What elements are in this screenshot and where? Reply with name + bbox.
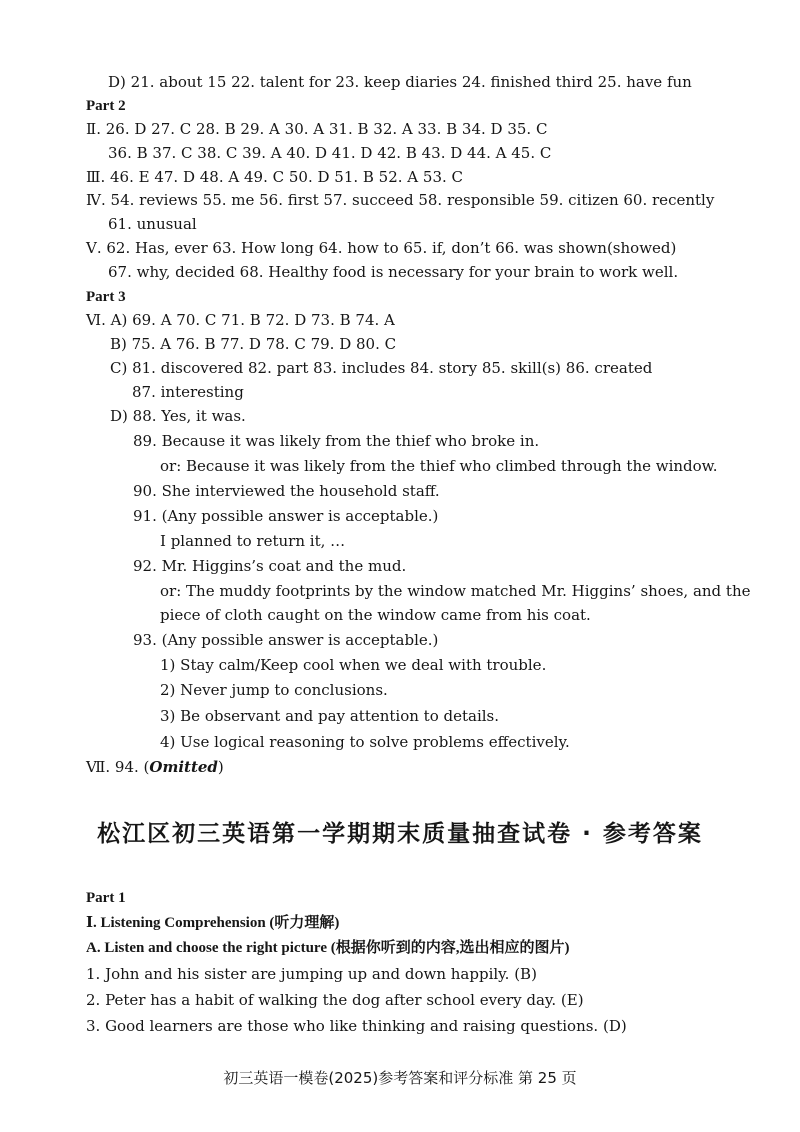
part2-heading: Part 2 xyxy=(86,98,126,114)
page-title: 松江区初三英语第一学期期末质量抽查试卷 · 参考答案 xyxy=(97,821,703,847)
section-ii-line2: 36. B 37. C 38. C 39. A 40. D 41. D 42. B 43. D 44. A 45. C xyxy=(108,144,552,162)
section-vi-c2: 87. interesting xyxy=(132,383,244,401)
answer-91b: I planned to return it, … xyxy=(160,532,346,550)
answer-93-4: 4) Use logical reasoning to solve problems effectively. xyxy=(160,733,570,751)
part1-d-answers: D) 21. about 15 22. talent for 23. keep diaries 24. finished third 25. have fun xyxy=(108,73,692,91)
answer-93-2: 2) Never jump to conclusions. xyxy=(160,681,388,699)
section-vii-suffix: ) xyxy=(217,758,224,776)
listening-item-2: 2. Peter has a habit of walking the dog after school every day. (E) xyxy=(86,991,584,1009)
section-iv-line2: 61. unusual xyxy=(108,215,197,233)
section-vi-b: B) 75. A 76. B 77. D 78. C 79. D 80. C xyxy=(110,335,397,353)
page-footer: 初三英语一模卷(2025)参考答案和评分标准 第 25 页 xyxy=(223,1069,577,1087)
section-v-line2: 67. why, decided 68. Healthy food is necessary for your brain to work well. xyxy=(108,263,679,281)
section-vii-line xyxy=(86,757,224,777)
answer-92a: 92. Mr. Higgins’s coat and the mud. xyxy=(133,557,407,575)
listening-comprehension-heading: Ⅰ. Listening Comprehension (听力理解) xyxy=(86,915,340,931)
section-iv-line1: Ⅳ. 54. reviews 55. me 56. first 57. succeed 58. responsible 59. citizen 60. recently xyxy=(86,191,715,209)
part3-heading: Part 3 xyxy=(86,289,126,305)
answer-89a: 89. Because it was likely from the thief who broke in. xyxy=(133,432,540,450)
section-a-heading: A. Listen and choose the right picture (根据你听到的内容,选出相应的图片) xyxy=(86,940,570,956)
answer-91a: 91. (Any possible answer is acceptable.) xyxy=(133,507,439,525)
answer-93-1: 1) Stay calm/Keep cool when we deal with trouble. xyxy=(160,656,547,674)
section-vi-c1: C) 81. discovered 82. part 83. includes 84. story 85. skill(s) 86. created xyxy=(110,359,653,377)
answer-92c: piece of cloth caught on the window came from his coat. xyxy=(160,606,591,624)
answer-93-3: 3) Be observant and pay attention to details. xyxy=(160,707,500,725)
section-vi-d88: D) 88. Yes, it was. xyxy=(110,407,246,425)
part1-heading: Part 1 xyxy=(86,890,126,906)
section-ii-line1: Ⅱ. 26. D 27. C 28. B 29. A 30. A 31. B 32. A 33. B 34. D 35. C xyxy=(86,120,548,138)
section-v-line1: Ⅴ. 62. Has, ever 63. How long 64. how to 65. if, don’t 66. was shown(showed) xyxy=(86,239,677,257)
answer-92b: or: The muddy footprints by the window matched Mr. Higgins’ shoes, and the xyxy=(160,582,751,600)
omitted-label: Omitted xyxy=(149,758,218,776)
answer-90: 90. She interviewed the household staff. xyxy=(133,482,440,500)
answer-93a: 93. (Any possible answer is acceptable.) xyxy=(133,631,439,649)
section-vi-a: Ⅵ. A) 69. A 70. C 71. B 72. D 73. B 74. A xyxy=(86,311,395,329)
answer-89b: or: Because it was likely from the thief who climbed through the window. xyxy=(160,457,718,475)
section-iii-line: Ⅲ. 46. E 47. D 48. A 49. C 50. D 51. B 52. A 53. C xyxy=(86,168,464,186)
listening-item-1: 1. John and his sister are jumping up and down happily. (B) xyxy=(86,965,537,983)
listening-item-3: 3. Good learners are those who like thinking and raising questions. (D) xyxy=(86,1017,627,1035)
section-vii-prefix: Ⅶ. 94. ( xyxy=(86,758,150,776)
